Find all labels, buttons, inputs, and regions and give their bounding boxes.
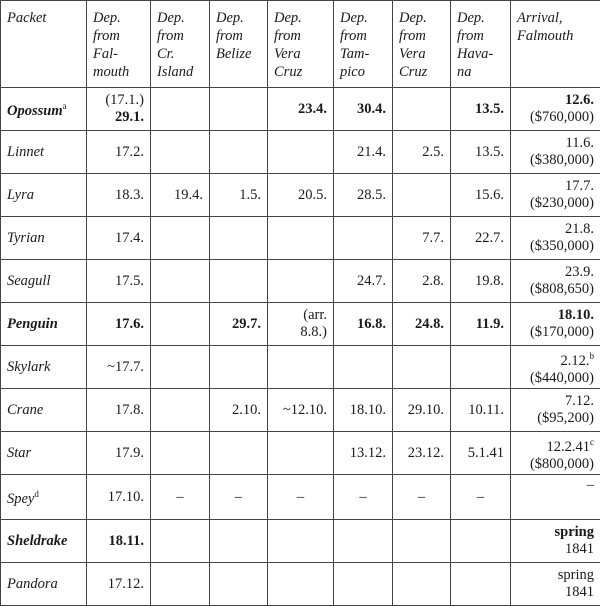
packet-name-cell <box>1 432 87 475</box>
table-row <box>1 260 600 303</box>
header-line: Cr. <box>157 45 203 63</box>
header-dep-cr-island <box>151 1 210 88</box>
arrival-falmouth-cell <box>511 389 600 432</box>
dep-havana-cell: 10.11. <box>451 389 511 432</box>
arrival-falmouth-cell: – <box>511 475 600 520</box>
header-dep-vera-cruz-1 <box>268 1 334 88</box>
header-line: from <box>157 27 203 45</box>
dep-tampico-cell <box>334 346 393 389</box>
packet-name: Skylark <box>7 359 50 375</box>
dep-cr-island-cell <box>151 563 210 606</box>
dep-cr-island-cell: 19.4. <box>151 174 210 217</box>
falmouth-note: (17.1.) <box>93 92 144 109</box>
table-row <box>1 520 600 563</box>
dep-vera-cruz-2-cell <box>393 88 451 131</box>
packet-name-cell <box>1 174 87 217</box>
arrival-date: 2.12.$^b$ <box>517 348 594 370</box>
arrival-date: 18.10. <box>517 307 594 324</box>
table-row <box>1 475 600 520</box>
dep-belize-cell <box>210 260 268 303</box>
packet-name: Lyra <box>7 187 34 203</box>
dep-falmouth-cell: ~17.7. <box>87 346 151 389</box>
table-row <box>1 432 600 475</box>
dep-belize-cell: 29.7. <box>210 303 268 346</box>
arrival-falmouth-cell <box>511 432 600 475</box>
dep-tampico-cell: 16.8. <box>334 303 393 346</box>
dep-vera-cruz-1-cell <box>268 217 334 260</box>
table-row <box>1 346 600 389</box>
falmouth-date: 29.1. <box>93 109 144 126</box>
dep-falmouth-cell: 17.9. <box>87 432 151 475</box>
specie-amount: ($95,200) <box>517 410 594 427</box>
table-row <box>1 217 600 260</box>
dep-havana-cell: 13.5. <box>451 88 511 131</box>
arrival-falmouth-cell <box>511 88 600 131</box>
arrival-falmouth-cell <box>511 563 600 606</box>
dep-falmouth-cell: 17.2. <box>87 131 151 174</box>
header-line: from <box>399 27 444 45</box>
dep-havana-cell <box>451 346 511 389</box>
dep-vera-cruz-1-cell <box>268 432 334 475</box>
table-row <box>1 303 600 346</box>
dep-vera-cruz-2-cell: 7.7. <box>393 217 451 260</box>
header-dep-belize <box>210 1 268 88</box>
dep-cr-island-cell <box>151 346 210 389</box>
packet-name: Opossum <box>7 103 63 119</box>
dep-vera-cruz-2-cell <box>393 520 451 563</box>
footnote-mark: b <box>590 351 595 361</box>
arrival-note: 8.8.) <box>274 324 327 341</box>
arrival-falmouth-cell <box>511 217 600 260</box>
specie-amount: ($380,000) <box>517 152 594 169</box>
dep-havana-cell <box>451 563 511 606</box>
header-line: Vera <box>399 45 444 63</box>
footnote-mark: a <box>63 101 67 111</box>
dep-vera-cruz-1-cell <box>268 563 334 606</box>
arrival-date: 11.6. <box>517 135 594 152</box>
header-line: Vera <box>274 45 327 63</box>
dep-vera-cruz-2-cell <box>393 174 451 217</box>
dep-falmouth-cell <box>87 88 151 131</box>
header-line: Dep. <box>274 9 327 27</box>
dep-belize-cell <box>210 88 268 131</box>
dep-havana-cell: – <box>451 475 511 520</box>
table-row <box>1 563 600 606</box>
dep-belize-cell <box>210 563 268 606</box>
header-line: Dep. <box>93 9 144 27</box>
packet-name-cell <box>1 303 87 346</box>
dep-vera-cruz-1-cell: 20.5. <box>268 174 334 217</box>
header-line: Dep. <box>216 9 261 27</box>
specie-amount: ($170,000) <box>517 324 594 341</box>
header-line: Dep. <box>457 9 504 27</box>
dep-tampico-cell: 21.4. <box>334 131 393 174</box>
dep-vera-cruz-2-cell: – <box>393 475 451 520</box>
dep-tampico-cell <box>334 563 393 606</box>
header-line: from <box>457 27 504 45</box>
dep-belize-cell <box>210 432 268 475</box>
dep-cr-island-cell <box>151 217 210 260</box>
packet-name-cell <box>1 131 87 174</box>
dep-vera-cruz-2-cell: 24.8. <box>393 303 451 346</box>
dep-tampico-cell <box>334 520 393 563</box>
dep-belize-cell: 2.10. <box>210 389 268 432</box>
header-line: Dep. <box>157 9 203 27</box>
header-line: from <box>216 27 261 45</box>
arrival-falmouth-cell <box>511 174 600 217</box>
arrival-falmouth-cell <box>511 346 600 389</box>
header-dep-havana <box>451 1 511 88</box>
specie-amount: 1841 <box>517 541 594 558</box>
dep-havana-cell: 15.6. <box>451 174 511 217</box>
table-row <box>1 131 600 174</box>
dep-falmouth-cell: 17.8. <box>87 389 151 432</box>
packet-name: Tyrian <box>7 230 45 246</box>
header-line: na <box>457 63 504 81</box>
header-line: from <box>340 27 386 45</box>
dep-vera-cruz-2-cell <box>393 346 451 389</box>
table-row <box>1 88 600 131</box>
header-line: mouth <box>93 63 144 81</box>
table-row <box>1 174 600 217</box>
dep-tampico-cell <box>334 217 393 260</box>
dep-falmouth-cell: 17.10. <box>87 475 151 520</box>
packet-name-cell <box>1 346 87 389</box>
dep-havana-cell: 19.8. <box>451 260 511 303</box>
packet-name: Crane <box>7 402 43 418</box>
arrival-date: 12.2.41$^c$ <box>517 434 594 456</box>
dep-tampico-cell: 18.10. <box>334 389 393 432</box>
packet-name: Pandora <box>7 576 58 592</box>
dep-vera-cruz-1-cell <box>268 260 334 303</box>
dep-cr-island-cell: – <box>151 475 210 520</box>
dep-tampico-cell: 24.7. <box>334 260 393 303</box>
dep-cr-island-cell <box>151 520 210 563</box>
dep-vera-cruz-1-cell <box>268 303 334 346</box>
arrival-note: (arr. <box>274 307 327 324</box>
dep-falmouth-cell: 17.6. <box>87 303 151 346</box>
arrival-falmouth-cell <box>511 520 600 563</box>
header-line: Dep. <box>399 9 444 27</box>
packet-name: Star <box>7 445 31 461</box>
header-line: Cruz <box>399 63 444 81</box>
packet-name: Sheldrake <box>7 533 67 549</box>
header-line: from <box>93 27 144 45</box>
dep-falmouth-cell: 18.3. <box>87 174 151 217</box>
dep-vera-cruz-1-cell: 23.4. <box>268 88 334 131</box>
dep-vera-cruz-2-cell: 2.8. <box>393 260 451 303</box>
dep-belize-cell <box>210 520 268 563</box>
header-line: Falmouth <box>517 27 594 45</box>
dep-havana-cell: 11.9. <box>451 303 511 346</box>
arrival-falmouth-cell <box>511 260 600 303</box>
header-line: Island <box>157 63 203 81</box>
header-arrival-falmouth <box>511 1 600 88</box>
dep-belize-cell <box>210 217 268 260</box>
dep-vera-cruz-2-cell: 29.10. <box>393 389 451 432</box>
dep-falmouth-cell: 17.5. <box>87 260 151 303</box>
header-line: from <box>274 27 327 45</box>
specie-amount: ($760,000) <box>517 109 594 126</box>
dep-falmouth-cell: 18.11. <box>87 520 151 563</box>
dep-belize-cell: – <box>210 475 268 520</box>
dep-cr-island-cell <box>151 131 210 174</box>
packet-name: Spey <box>7 491 34 507</box>
specie-amount: ($440,000) <box>517 370 594 387</box>
header-line: Fal- <box>93 45 144 63</box>
arrival-date: spring <box>517 524 594 541</box>
header-line: Hava- <box>457 45 504 63</box>
dep-cr-island-cell <box>151 260 210 303</box>
dep-belize-cell <box>210 346 268 389</box>
dep-cr-island-cell <box>151 88 210 131</box>
arrival-date: spring <box>517 567 594 584</box>
dep-falmouth-cell: 17.4. <box>87 217 151 260</box>
packet-name-cell <box>1 260 87 303</box>
header-row <box>1 1 600 88</box>
dep-vera-cruz-2-cell: 23.12. <box>393 432 451 475</box>
header-line: Dep. <box>340 9 386 27</box>
dep-vera-cruz-1-cell: ~12.10. <box>268 389 334 432</box>
arrival-date: 12.6. <box>517 92 594 109</box>
arrival-date: 7.12. <box>517 393 594 410</box>
specie-amount: ($350,000) <box>517 238 594 255</box>
arrival-date: 23.9. <box>517 264 594 281</box>
dep-cr-island-cell <box>151 389 210 432</box>
header-line: pico <box>340 63 386 81</box>
dep-cr-island-cell <box>151 432 210 475</box>
dep-tampico-cell: 30.4. <box>334 88 393 131</box>
packet-name-cell <box>1 520 87 563</box>
dep-vera-cruz-1-cell <box>268 346 334 389</box>
dep-tampico-cell: 13.12. <box>334 432 393 475</box>
dep-belize-cell: 1.5. <box>210 174 268 217</box>
dep-vera-cruz-2-cell: 2.5. <box>393 131 451 174</box>
dep-vera-cruz-1-cell: – <box>268 475 334 520</box>
footnote-mark: c <box>590 437 594 447</box>
dep-vera-cruz-1-cell <box>268 520 334 563</box>
packet-name: Linnet <box>7 144 44 160</box>
dep-havana-cell: 22.7. <box>451 217 511 260</box>
packet-name-cell <box>1 475 87 520</box>
packet-name-cell <box>1 217 87 260</box>
dep-belize-cell <box>210 131 268 174</box>
table-body <box>1 88 600 606</box>
header-dep-vera-cruz-2 <box>393 1 451 88</box>
header-line: Tam- <box>340 45 386 63</box>
arrival-falmouth-cell <box>511 131 600 174</box>
header-dep-tampico <box>334 1 393 88</box>
packet-name-cell <box>1 563 87 606</box>
header-line: Belize <box>216 45 261 63</box>
dep-tampico-cell: – <box>334 475 393 520</box>
header-line: Arrival, <box>517 9 594 27</box>
dep-havana-cell: 13.5. <box>451 131 511 174</box>
specie-amount: ($230,000) <box>517 195 594 212</box>
specie-amount: ($800,000) <box>517 456 594 473</box>
packet-name: Seagull <box>7 273 51 289</box>
dep-vera-cruz-2-cell <box>393 563 451 606</box>
table-row <box>1 389 600 432</box>
header-line: Packet <box>7 9 80 27</box>
packet-name-cell <box>1 88 87 131</box>
dep-tampico-cell: 28.5. <box>334 174 393 217</box>
header-packet <box>1 1 87 88</box>
dep-cr-island-cell <box>151 303 210 346</box>
packet-name-cell <box>1 389 87 432</box>
dep-vera-cruz-1-cell <box>268 131 334 174</box>
dep-falmouth-cell: 17.12. <box>87 563 151 606</box>
specie-amount: 1841 <box>517 584 594 601</box>
arrival-date: 17.7. <box>517 178 594 195</box>
arrival-date: 21.8. <box>517 221 594 238</box>
footnote-mark: d <box>34 489 39 499</box>
header-line: Cruz <box>274 63 327 81</box>
dep-havana-cell: 5.1.41 <box>451 432 511 475</box>
arrival-falmouth-cell <box>511 303 600 346</box>
specie-amount: ($808,650) <box>517 281 594 298</box>
dep-havana-cell <box>451 520 511 563</box>
header-dep-falmouth <box>87 1 151 88</box>
packet-name: Penguin <box>7 316 58 332</box>
